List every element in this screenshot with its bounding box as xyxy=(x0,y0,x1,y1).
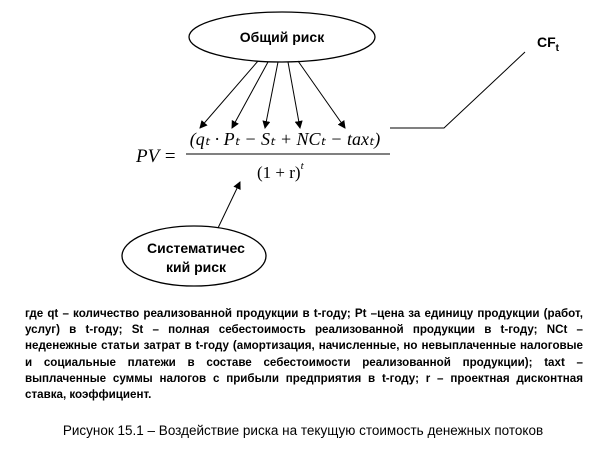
systematic-risk-ellipse xyxy=(122,226,266,286)
systematic-risk-label-2: кий риск xyxy=(165,259,227,275)
general-risk-label: Общий риск xyxy=(239,29,325,45)
arrow-to-p xyxy=(232,62,268,128)
arrow-to-q xyxy=(200,61,258,128)
arrow-to-tax xyxy=(298,61,345,128)
systematic-risk-label-1: Систематичес xyxy=(147,240,245,256)
arrow-to-nc xyxy=(288,62,300,128)
formula-denominator: $(1 + r)^t$ xyxy=(257,160,304,182)
cf-label: $CF_t$ xyxy=(537,34,560,54)
arrow-from-systematic xyxy=(218,182,240,228)
formula-numerator: (qₜ · Pₜ − Sₜ + NCₜ − taxₜ) xyxy=(189,129,381,149)
arrow-to-s xyxy=(265,62,278,128)
formula-lhs: PV = xyxy=(136,146,177,167)
formula-description: где qt – количество реализованной продукции в t-году; Pt –цена за единицу продукции (работ, услуг) в t-году; St – полная себестоимость реализованной продукции в t-году; NCt – неденежные статьи затрат в t-году (амортизация, начисленные, но невыплаченные налоговые и социальные платежи в составе себестоимости реализованной продукции); taxt – выплаченные суммы налогов с прибыли предприятия в t-году; r – проектная дисконтная ставка, коэффициент. xyxy=(25,307,583,402)
cf-pointer-line xyxy=(390,52,525,128)
figure-caption: Рисунок 15.1 – Воздействие риска на текущую стоимость денежных потоков xyxy=(62,423,544,438)
